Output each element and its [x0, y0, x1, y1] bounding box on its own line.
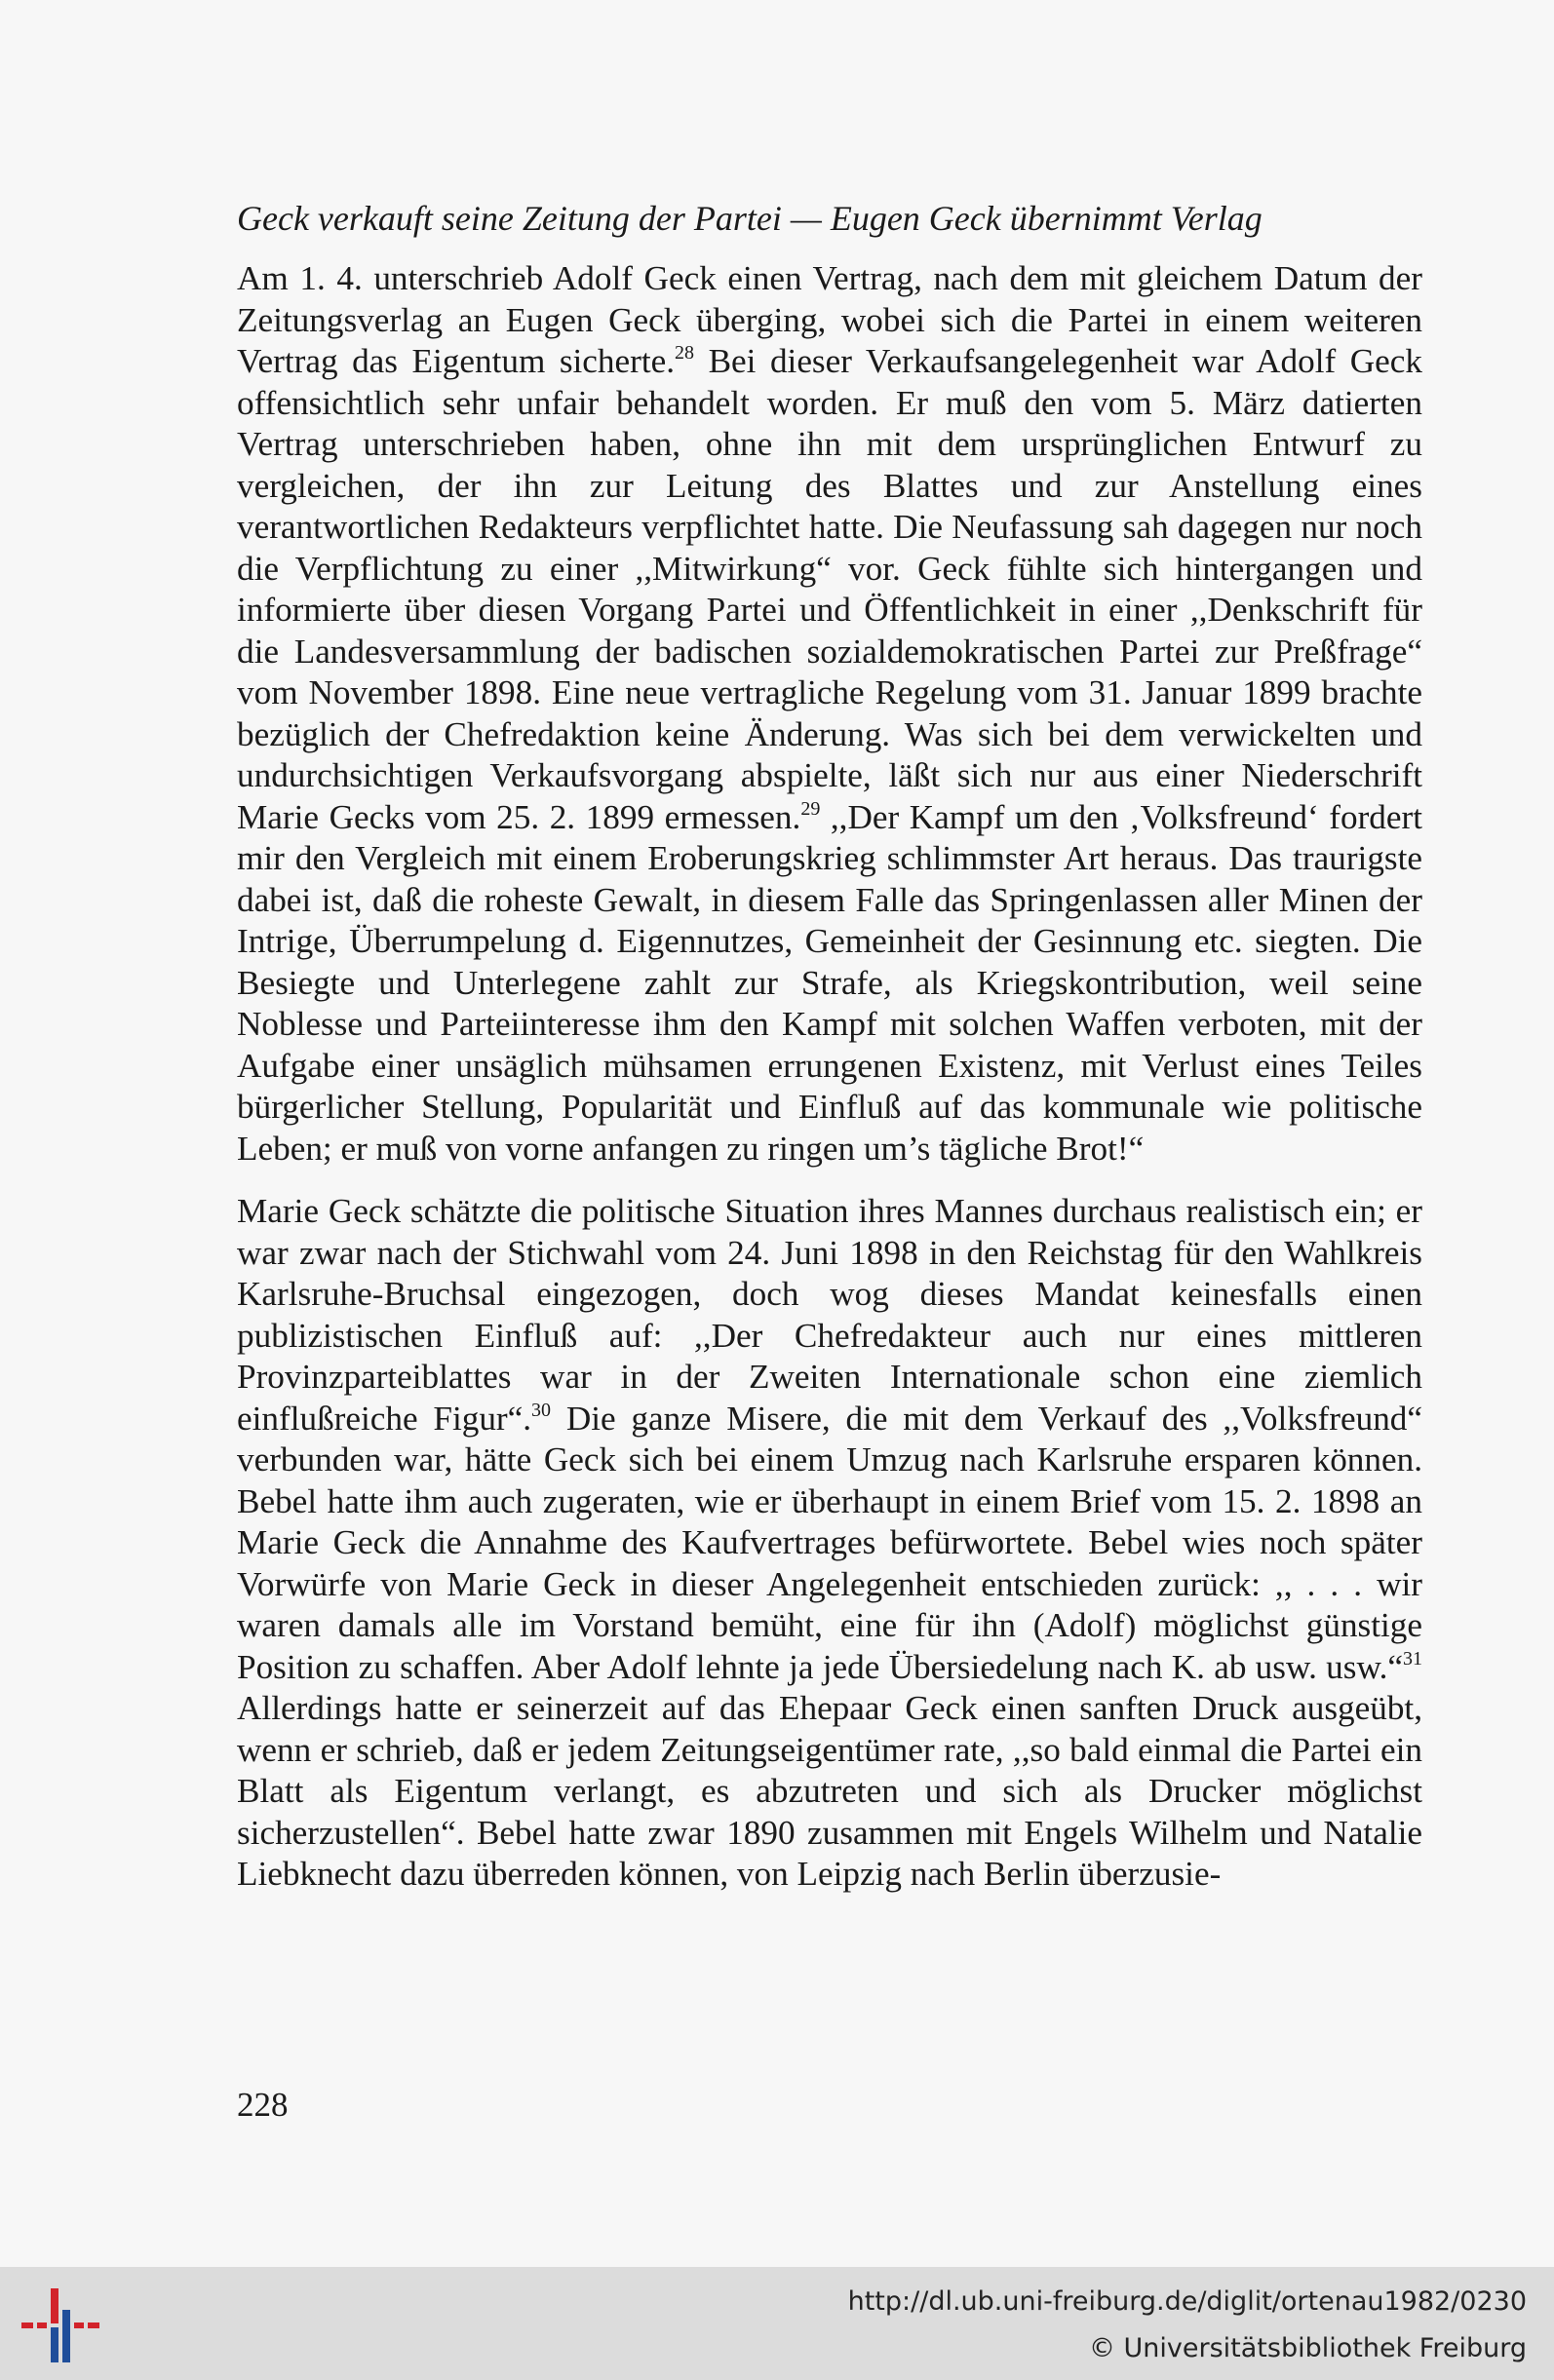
page-number: 228 [237, 2086, 289, 2124]
copyright-notice: © Universitätsbibliothek Freiburg [1088, 2333, 1527, 2363]
footnote-ref-30[interactable]: 30 [531, 1399, 552, 1421]
running-head: Geck verkauft seine Zeitung der Partei — Eugen Geck übernimmt Verlag [237, 199, 1263, 238]
paragraph-1 [237, 258, 1422, 1170]
footer-bar [0, 2267, 1554, 2380]
paragraph-2 [237, 1191, 1422, 1896]
ub-freiburg-logo-icon [21, 2288, 99, 2362]
footnote-ref-29[interactable]: 29 [800, 797, 821, 820]
paragraph-1-text-b: Bei dieser Verkaufsangelegenheit war Adolf Geck offensichtlich sehr unfair behandelt worden. Er muß den vom 5. März datierten Vertrag unterschrieben haben, ohne ihn mit dem ursprünglichen Entwurf zu vergleichen, der ihn zur Leitung des Blattes und zur Anstellung eines verantwortlichen Redakteurs verpflichtet hatte. Die Neufassung sah dagegen nur noch die Verpflichtung zu einer ,,Mitwirkung“ vor. Geck fühlte sich hintergangen und informierte über diesen Vorgang Partei und Öffentlichkeit in einer ,,Denkschrift für die Landesversammlung der badischen sozialdemokratischen Partei zur Preßfrage“ vom November 1898. Eine neue vertragliche Regelung vom 31. Januar 1899 brachte bezüglich der Chefredaktion keine Änderung. Was sich bei dem verwickelten und undurchsichtigen Verkaufsvorgang abspielte, läßt sich nur aus einer Niederschrift Marie Gecks vom 25. 2. 1899 ermessen. [237, 342, 1422, 836]
paragraph-2-text-a: Marie Geck schätzte die politische Situation ihres Mannes durchaus realistisch ein; er war zwar nach der Stichwahl vom 24. Juni 1898 in den Reichstag für den Wahlkreis Karlsruhe-Bruchsal eingezogen, doch wog dieses Mandat keinesfalls einen publizistischen Einfluß auf: ,,Der Chefredakteur auch nur eines mittleren Provinzparteiblattes war in der Zweiten Internationale schon eine ziemlich einflußreiche Figur“. [237, 1192, 1422, 1438]
footnote-ref-28[interactable]: 28 [675, 342, 695, 364]
paragraph-2-text-b: Die ganze Misere, die mit dem Verkauf des ,,Volksfreund“ verbunden war, hätte Geck sich bei einem Umzug nach Karlsruhe ersparen können. Bebel hatte ihm auch zugeraten, wie er überhaupt in einem Brief vom 15. 2. 1898 an Marie Geck die Annahme des Kaufvertrages befürwortete. Bebel wies noch später Vorwürfe von Marie Geck in dieser Angelegenheit entschieden zurück: ,, . . . wir waren damals alle im Vorstand bemüht, eine für ihn (Adolf) möglichst günstige Position zu schaffen. Aber Adolf lehnte ja jede Übersiedelung nach K. ab usw. usw.“ [237, 1399, 1422, 1686]
paragraph-1-text-c: ,,Der Kampf um den ‚Volksfreund‘ fordert mir den Vergleich mit einem Eroberungskrieg schlimmster Art heraus. Das traurigste dabei ist, daß die roheste Gewalt, in diesem Falle das Springenlassen aller Minen der Intrige, Überrumpelung d. Eigennutzes, Gemeinheit der Gesinnung etc. siegten. Die Besiegte und Unterlegene zahlt zur Strafe, als Kriegskontribution, weil seine Noblesse und Parteiinteresse ihm den Kampf mit solchen Waffen verboten, mit der Aufgabe einer unsäglich mühsamen errungenen Existenz, mit Verlust eines Teiles bürgerlicher Stellung, Popularität und Einfluß auf das kommunale wie politische Leben; er muß von vorne anfangen zu ringen um’s tägliche Brot!“ [237, 797, 1422, 1168]
paragraph-2-text-c: Allerdings hatte er seinerzeit auf das Ehepaar Geck einen sanften Druck ausgeübt, wenn er schrieb, daß er jedem Zeitungseigentümer rate, ,,so bald einmal die Partei ein Blatt als Eigentum verlangt, es abzutreten und sich als Drucker möglichst sicherzustellen“. Bebel hatte zwar 1890 zusammen mit Engels Wilhelm und Natalie Liebknecht dazu überreden können, von Leipzig nach Berlin überzusie- [237, 1689, 1422, 1893]
source-url-link[interactable]: http://dl.ub.uni-freiburg.de/diglit/ortenau1982/0230 [847, 2286, 1527, 2317]
footnote-ref-31[interactable]: 31 [1403, 1647, 1422, 1670]
body-text [237, 258, 1422, 1896]
paragraph-1-text-a: Am 1. 4. unterschrieb Adolf Geck einen Vertrag, nach dem mit gleichem Datum der Zeitungsverlag an Eugen Geck überging, wobei sich die Partei in einem weiteren Vertrag das Eigentum sicherte. [237, 259, 1422, 380]
